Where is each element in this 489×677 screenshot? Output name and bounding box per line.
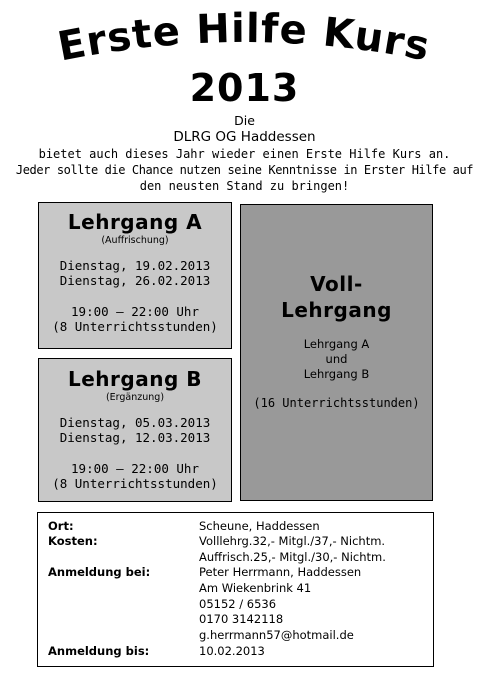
course-full-line-3: Lehrgang B: [303, 367, 370, 381]
anmeldung-value-4: 0170 3142118: [199, 612, 284, 626]
ort-label: Ort:: [48, 519, 74, 533]
info-box: [37, 512, 434, 667]
course-a-time: 19:00 – 22:00 Uhr: [71, 304, 199, 319]
kosten-value-1: Volllehrg.32,- Mitgl./37,- Nichtm.: [199, 534, 386, 548]
course-b-title: Lehrgang B: [68, 367, 202, 391]
anmeldung-label: Anmeldung bei:: [48, 565, 151, 579]
page-title: Erste Hilfe Kurs: [54, 5, 434, 70]
kosten-label: Kosten:: [48, 534, 98, 548]
course-full-title-2: Lehrgang: [281, 298, 392, 322]
course-full-hours: (16 Unterrichtsstunden): [253, 396, 420, 410]
course-full-title-1: Voll-: [310, 272, 363, 296]
course-b-date-1: Dienstag, 05.03.2013: [59, 415, 211, 430]
course-a-date-1: Dienstag, 19.02.2013: [59, 258, 211, 273]
course-a-date-2: Dienstag, 26.02.2013: [59, 273, 211, 288]
course-b-subtitle: (Ergänzung): [105, 392, 165, 403]
intro-text-2: Jeder sollte die Chance nutzen seine Kenntnisse in Erster Hilfe auf: [15, 163, 474, 177]
anmeldung-email[interactable]: g.herrmann57@hotmail.de: [199, 628, 354, 642]
intro-text-1: bietet auch dieses Jahr wieder einen Erste Hilfe Kurs an.: [38, 147, 451, 161]
course-a-box: [38, 202, 232, 349]
anmeldung-bis-label: Anmeldung bis:: [48, 644, 150, 658]
course-b-hours: (8 Unterrichtsstunden): [52, 476, 218, 491]
course-a-subtitle: (Auffrischung): [101, 235, 169, 246]
course-b-box: [38, 358, 232, 502]
course-a-title: Lehrgang A: [67, 210, 203, 234]
title-banner: [0, 0, 489, 70]
course-full-line-2: und: [325, 352, 348, 366]
anmeldung-value-1: Peter Herrmann, Haddessen: [199, 565, 362, 579]
course-full-line-1: Lehrgang A: [303, 337, 370, 351]
anmeldung-bis-value: 10.02.2013: [199, 644, 265, 658]
ort-value: Scheune, Haddessen: [199, 519, 320, 533]
course-full-box: [240, 204, 433, 501]
course-b-time: 19:00 – 22:00 Uhr: [71, 461, 199, 476]
anmeldung-value-3: 05152 / 6536: [199, 597, 277, 611]
intro-text-3: den neusten Stand zu bringen!: [139, 179, 350, 193]
intro-org: DLRG OG Haddessen: [173, 129, 316, 145]
kosten-value-2: Auffrisch.25,- Mitgl./30,- Nichtm.: [199, 550, 386, 564]
intro-die: Die: [234, 113, 255, 128]
anmeldung-value-2: Am Wiekenbrink 41: [199, 581, 312, 595]
page-year: 2013: [189, 66, 300, 110]
course-a-hours: (8 Unterrichtsstunden): [52, 319, 218, 334]
course-b-date-2: Dienstag, 12.03.2013: [59, 430, 211, 445]
